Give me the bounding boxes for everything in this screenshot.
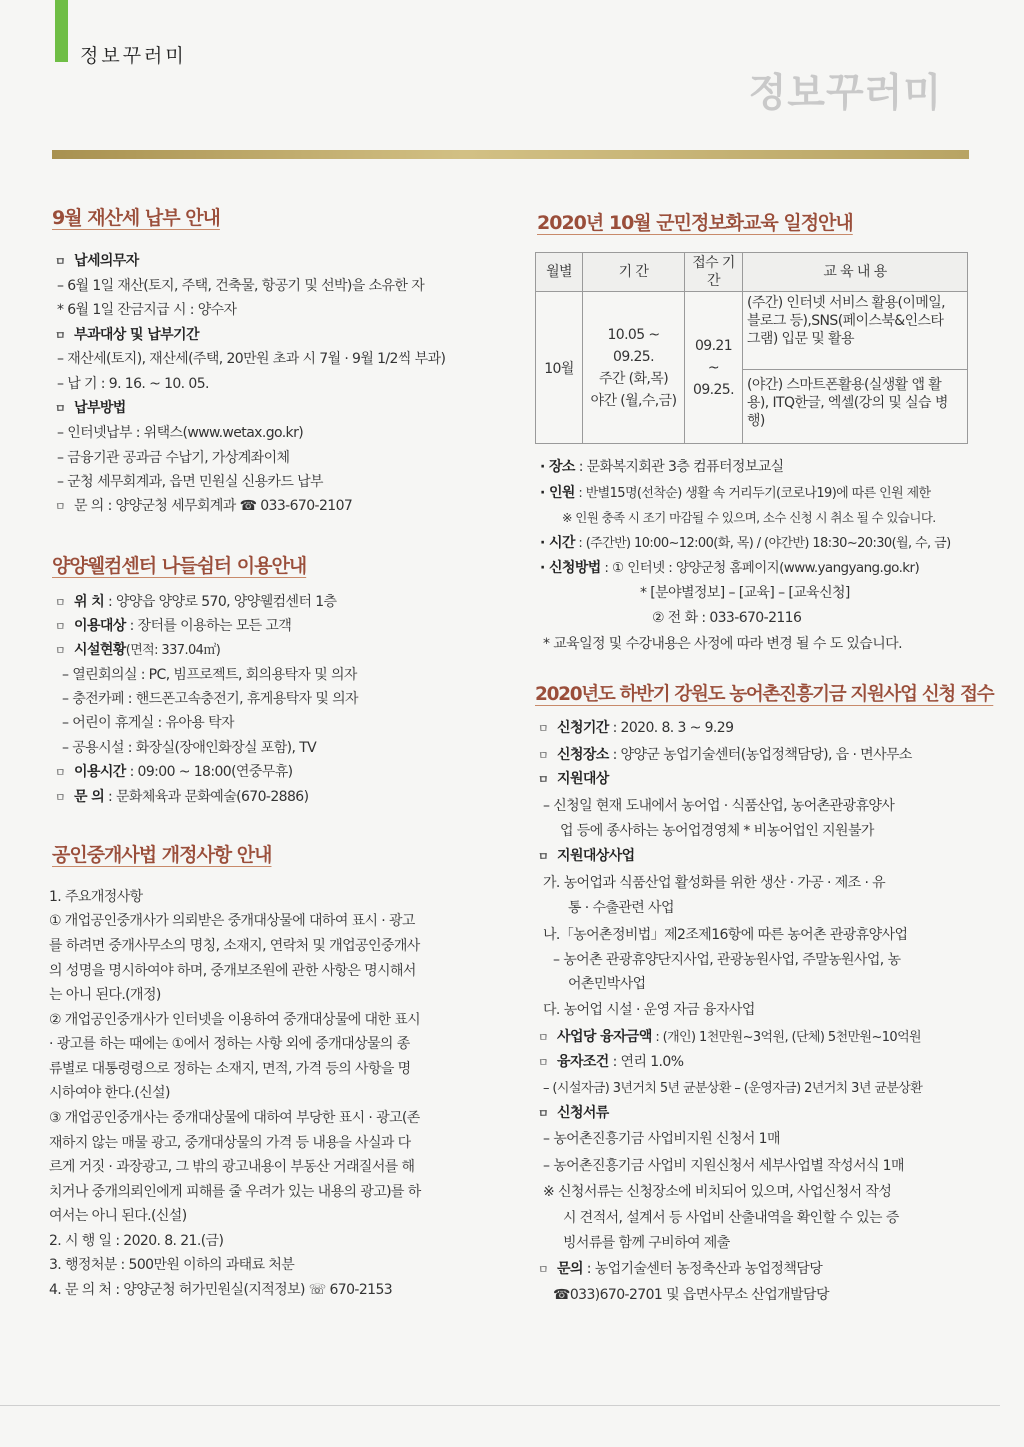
fund-contact-phone: ☎033)670-2701 및 읍면사무소 산업개발담당 (553, 1287, 829, 1303)
brokerage-line: 재하지 않는 매물 광고, 중개대상물의 가격 등 내용을 사실과 다 (49, 1135, 411, 1151)
shelter-target: ㅁ 이용대상 : 장터를 이용하는 모든 고객 (55, 617, 291, 636)
education-note: · 시간 : (주간반) 10:00~12:00(화, 목) / (야간반) 18:30~20:30(월, 수, 금) (540, 535, 951, 551)
brokerage-line: 4. 문 의 처 : 양양군청 허가민원실(지적정보) ☏ 670-2153 (49, 1282, 393, 1298)
tax-line: ㅁ 납세의무자 (55, 252, 139, 271)
tax-line: ㅁ 부과대상 및 납부기간 (55, 326, 199, 345)
table-header: 월별 (536, 253, 583, 292)
education-schedule-table (535, 252, 968, 444)
fund-target-line: – 신청일 현재 도내에서 농어업 · 식품산업, 농어촌관광휴양사 (543, 798, 895, 814)
fund-condition: ㅁ 융자조건 : 연리 1.0% (538, 1053, 683, 1072)
tax-line: – 6월 1일 재산(토지, 주택, 건축물, 항공기 및 선박)을 소유한 자 (57, 278, 425, 294)
brokerage-line: 2. 시 행 일 : 2020. 8. 21.(금) (49, 1233, 224, 1249)
tax-contact: ㅁ 문 의 : 양양군청 세무회계과 ☎ 033-670-2107 (55, 497, 352, 516)
fund-project-line: 어촌민박사업 (568, 976, 646, 992)
education-note: · 장소 : 문화복지회관 3층 컴퓨터정보교실 (540, 459, 784, 475)
fund-docs-label: ㅁ 신청서류 (538, 1104, 609, 1123)
tax-line: ㅁ 납부방법 (55, 399, 126, 418)
fund-doc-line: ※ 신청서류는 신청장소에 비치되어 있으며, 사업신청서 작성 (543, 1184, 892, 1200)
brokerage-line: 르게 거짓 · 과장광고, 그 밖의 광고내용이 부동산 거래질서를 해 (49, 1159, 415, 1175)
brokerage-line: 치거나 중개의뢰인에게 피해를 줄 우려가 있는 내용의 광고)를 하 (49, 1184, 421, 1200)
page-bottom-line (0, 1405, 1000, 1406)
fund-project-line: – 농어촌 관광휴양단지사업, 관광농원사업, 주말농원사업, 농 (553, 952, 901, 968)
table-cell-period: 10.05 ~ 09.25. 주간 (화,목) 야간 (월,수,금) (583, 292, 685, 444)
education-note: * [분야별정보] – [교육] – [교육신청] (640, 585, 850, 601)
fund-target-line: 업 등에 종사하는 농어업경영체 * 비농어업인 지원불가 (560, 823, 874, 839)
tax-line: – 재산세(토지), 재산세(주택, 20만원 초과 시 7월 · 9월 1/2씩 부과) (57, 351, 446, 367)
brokerage-line: 여서는 아니 된다.(신설) (49, 1208, 187, 1224)
brokerage-line: ① 개업공인중개사가 의뢰받은 중개대상물에 대하여 표시 · 광고 (49, 913, 415, 929)
table-header: 교 육 내 용 (743, 253, 968, 292)
fund-project-line: 가. 농어업과 식품산업 활성화를 위한 생산 · 가공 · 제조 · 유 (543, 875, 886, 891)
tax-line: – 금융기관 공과금 수납기, 가상계좌이체 (57, 450, 290, 466)
shelter-hours: ㅁ 이용시간 : 09:00 ~ 18:00(연중무휴) (55, 763, 293, 782)
tax-line: – 인터넷납부 : 위택스(www.wetax.go.kr) (57, 425, 304, 441)
shelter-location: ㅁ 위 치 : 양양읍 양양로 570, 양양웰컴센터 1층 (55, 593, 336, 612)
shelter-title: 양양웰컴센터 나들쉼터 이용안내 (52, 555, 307, 577)
fund-title: 2020년도 하반기 강원도 농어촌진흥기금 지원사업 신청 접수 (535, 684, 994, 705)
fund-project-line: 통 · 수출관련 사업 (568, 900, 674, 916)
header-divider (52, 150, 969, 159)
shelter-contact: ㅁ 문 의 : 문화체육과 문화예술(670-2886) (55, 788, 308, 807)
brokerage-line: ③ 개업공인중개사는 중개대상물에 대하여 부당한 표시 · 광고(존 (49, 1110, 420, 1126)
table-header: 기 간 (583, 253, 685, 292)
fund-condition-detail: – (시설자금) 3년거치 5년 균분상환 – (운영자금) 2년거치 3년 균분상환 (543, 1081, 923, 1096)
brokerage-title: 공인중개사법 개정사항 안내 (52, 844, 272, 866)
fund-period: ㅁ 신청기간 : 2020. 8. 3 ~ 9.29 (538, 719, 733, 738)
brokerage-line: 류별로 대통령령으로 정하는 소재지, 면적, 가격 등의 사항을 명 (49, 1061, 411, 1077)
brokerage-line: 시하여야 한다.(신설) (49, 1085, 170, 1101)
fund-doc-line: – 농어촌진흥기금 사업비지원 신청서 1매 (543, 1131, 780, 1147)
fund-target-label: ㅁ 지원대상 (538, 770, 609, 789)
tax-line: – 군청 세무회계과, 읍면 민원실 신용카드 납부 (57, 474, 323, 490)
fund-project-line: 나.「농어촌정비법」제2조제16항에 따른 농어촌 관광휴양사업 (543, 927, 908, 943)
table-cell-day-content: (주간) 인터넷 서비스 활용(이메일, 블로그 등),SNS(페이스북&인스타 그램) 입문 및 활용 (743, 292, 968, 370)
tax-title: 9월 재산세 납부 안내 (52, 207, 220, 229)
shelter-facility-item: – 어린이 휴게실 : 유아용 탁자 (62, 715, 234, 731)
education-title: 2020년 10월 군민정보화교육 일정안내 (537, 212, 853, 234)
education-note: ※ 인원 충족 시 조기 마감될 수 있으며, 소수 신청 시 취소 될 수 있습니다. (562, 510, 936, 525)
brokerage-line: ② 개업공인중개사가 인터넷을 이용하여 중개대상물에 대한 표시 (49, 1012, 421, 1028)
brokerage-line: 의 성명을 명시하여야 하며, 중개보조원에 관한 사항은 명시해서 (49, 963, 416, 979)
brokerage-line: 3. 행정처분 : 500만원 이하의 과태료 처분 (49, 1257, 295, 1273)
fund-loan: ㅁ 사업당 융자금액 : (개인) 1천만원~3억원, (단체) 5천만원~10억원 (538, 1028, 921, 1047)
fund-project-line: 다. 농어업 시설 · 운영 자금 융자사업 (543, 1002, 755, 1018)
section-logo: 정보꾸러미 (748, 71, 942, 116)
header-accent-bar (55, 0, 68, 62)
fund-doc-line: 시 견적서, 설계서 등 사업비 산출내역을 확인할 수 있는 증 (563, 1210, 899, 1226)
education-note: · 인원 : 반별15명(선착순) 생활 속 거리두기(코로나19)에 따른 인원 제한 (540, 485, 931, 501)
fund-contact: ㅁ 문의 : 농업기술센터 농정축산과 농업정책담당 (538, 1260, 822, 1279)
shelter-facility: ㅁ 시설현황(면적: 337.04㎡) (55, 641, 220, 660)
education-note: * 교육일정 및 수강내용은 사정에 따라 변경 될 수 도 있습니다. (543, 636, 902, 652)
shelter-facility-item: – 공용시설 : 화장실(장애인화장실 포함), TV (62, 740, 317, 756)
tax-line: * 6월 1일 잔금지급 시 : 양수자 (57, 302, 237, 318)
fund-projects-label: ㅁ 지원대상사업 (538, 847, 635, 866)
fund-doc-line: – 농어촌진흥기금 사업비 지원신청서 세부사업별 작성서식 1매 (543, 1158, 904, 1174)
table-header: 접수 기간 (685, 253, 743, 292)
tax-line: – 납 기 : 9. 16. ~ 10. 05. (57, 376, 209, 392)
table-cell-night-content: (야간) 스마트폰활용(실생활 앱 활 용), ITQ한글, 엑셀(강의 및 실습 병 행) (743, 370, 968, 444)
table-cell-month: 10월 (536, 292, 583, 444)
section-label: 정보꾸러미 (80, 45, 187, 67)
education-note: ② 전 화 : 033-670-2116 (652, 610, 802, 626)
brokerage-line: 는 아니 된다.(개정) (49, 987, 161, 1003)
fund-place: ㅁ 신청장소 : 양양군 농업기술센터(농업정책담당), 읍 · 면사무소 (538, 746, 912, 765)
education-note: · 신청방법 : ① 인터넷 : 양양군청 홈페이지(www.yangyang.go.kr) (540, 560, 920, 576)
shelter-facility-item: – 충전카페 : 핸드폰고속충전기, 휴게용탁자 및 의자 (62, 691, 358, 707)
shelter-facility-item: – 열린회의실 : PC, 빔프로젝트, 회의용탁자 및 의자 (62, 667, 357, 683)
brokerage-line: 1. 주요개정사항 (49, 889, 143, 905)
fund-doc-line: 빙서류를 함께 구비하여 제출 (563, 1235, 730, 1251)
brokerage-line: 를 하려면 중개사무소의 명칭, 소재지, 연락처 및 개업공인중개사 (49, 938, 420, 954)
brokerage-line: · 광고를 하는 때에는 ①에서 정하는 사항 외에 중개대상물의 종 (49, 1036, 410, 1052)
table-cell-reception: 09.21 ~ 09.25. (685, 292, 743, 444)
